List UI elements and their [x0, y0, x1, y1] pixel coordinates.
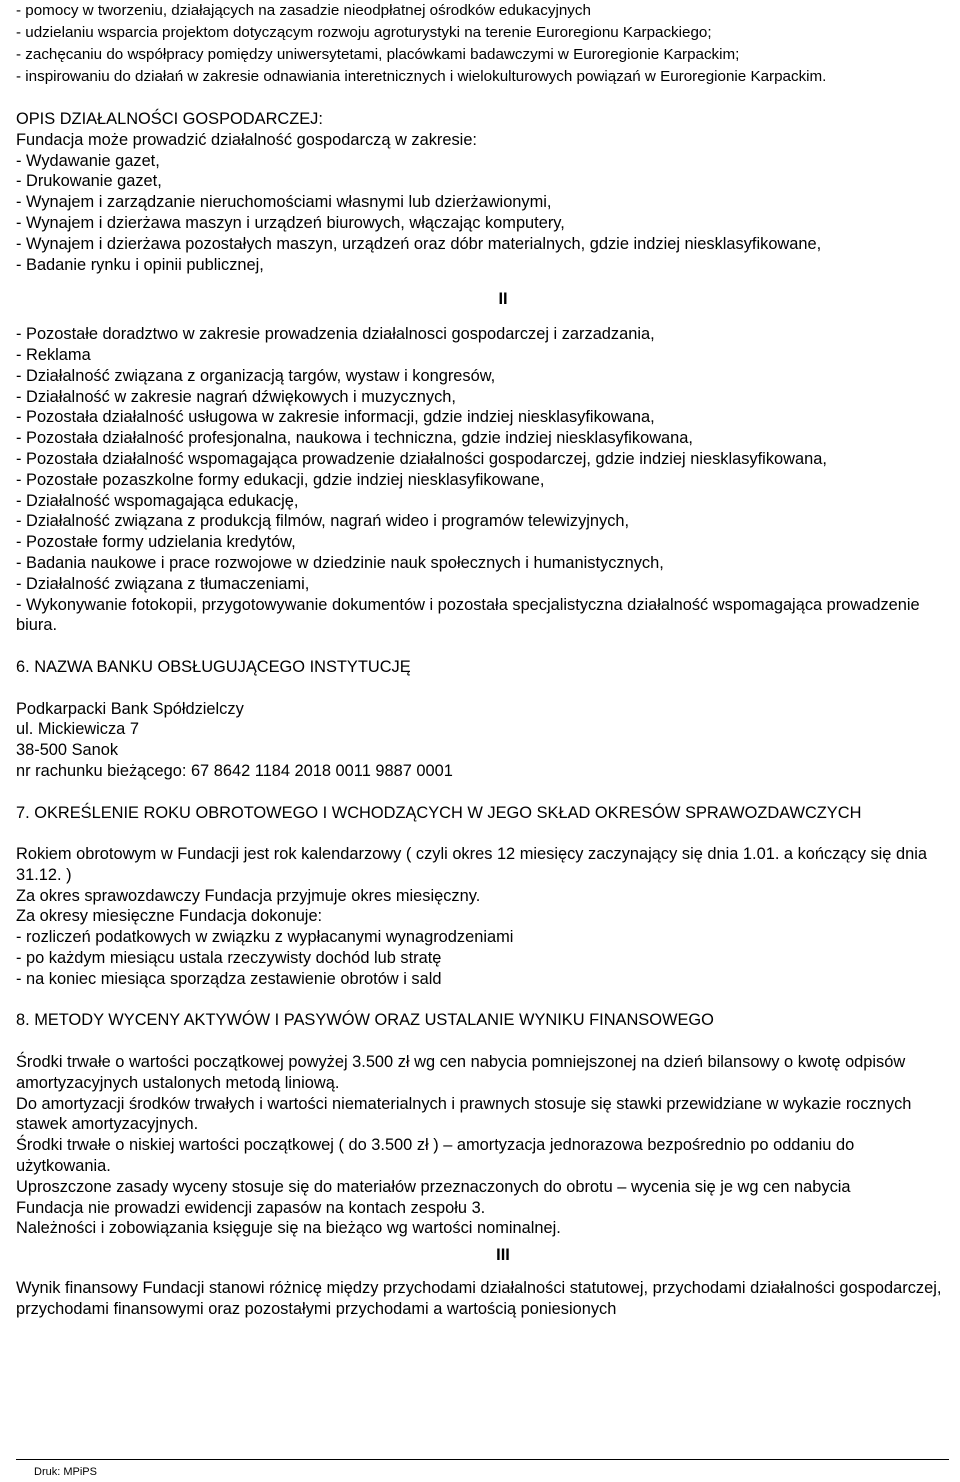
business-item: - Badania naukowe i prace rozwojowe w dziedzinie nauk społecznych i humanistycznych, — [16, 553, 664, 572]
section-8-line: Środki trwałe o niskiej wartości początkowej ( do 3.500 zł ) – amortyzacja jednorazowa bezpośrednio po oddaniu do użytkowania. — [16, 1136, 855, 1176]
footer-divider — [16, 1459, 949, 1460]
section-8-line: Środki trwałe o wartości początkowej powyżej 3.500 zł wg cen nabycia pomniejszonej na dzień bilansowy o kwotę odpisów amortyzacyjnych ustalonych metodą liniową. — [16, 1053, 906, 1092]
business-item: - Badanie rynku i opinii publicznej, — [16, 255, 264, 274]
intro-line: - inspirowaniu do działań w zakresie odnawiania interetnicznych i wielokulturowych powiązań w Euroregionie Karpackim. — [16, 68, 827, 85]
page-marker-ii: II — [498, 290, 508, 309]
intro-line: - zachęcaniu do współpracy pomiędzy uniwersytetami, placówkami badawczymi w Euroregionie Karpackim; — [16, 46, 740, 63]
bank-line: Podkarpacki Bank Spółdzielczy — [16, 699, 244, 718]
main-content — [16, 109, 950, 1320]
business-item: - Działalność w zakresie nagrań dźwiękowych i muzycznych, — [16, 387, 456, 406]
business-item: - Pozostałe doradztwo w zakresie prowadzenia działalnosci gospodarczej i zarzadzania, — [16, 325, 655, 344]
section-8-line: Fundacja nie prowadzi ewidencji zapasów na kontach zespołu 3. — [16, 1198, 486, 1217]
business-item: - Drukowanie gazet, — [16, 172, 162, 191]
section-8-tail: Wynik finansowy Fundacji stanowi różnicę między przychodami działalności statutowej, przychodami działalności gospodarczej, przychodami finansowymi oraz pozostałymi przychodami a wartością poniesionych — [16, 1279, 942, 1318]
print-footer: Druk: MPiPS — [34, 1466, 97, 1478]
business-item: - Reklama — [16, 345, 91, 364]
business-item: - Działalność związana z organizacją targów, wystaw i kongresów, — [16, 366, 496, 385]
business-intro: Fundacja może prowadzić działalność gospodarczą w zakresie: — [16, 130, 477, 149]
section-7-heading: 7. OKREŚLENIE ROKU OBROTOWEGO I WCHODZĄCYCH W JEGO SKŁAD OKRESÓW SPRAWOZDAWCZYCH — [16, 803, 862, 822]
bank-line: 38-500 Sanok — [16, 741, 119, 760]
business-item: - Pozostała działalność wspomagająca prowadzenie działalności gospodarczej, gdzie indziej niesklasyfikowana, — [16, 449, 827, 468]
business-item: - Pozostała działalność profesjonalna, naukowa i techniczna, gdzie indziej niesklasyfikowana, — [16, 429, 693, 448]
section-7-line: - rozliczeń podatkowych w związku z wypłacanymi wynagrodzeniami — [16, 928, 514, 947]
business-item: - Wykonywanie fotokopii, przygotowywanie dokumentów i pozostała specjalistyczna działalność wspomagająca prowadzenie biura. — [16, 595, 920, 635]
section-7-line: Za okres sprawozdawczy Fundacja przyjmuje okres miesięczny. — [16, 886, 481, 905]
section-8-line: Uproszczone zasady wyceny stosuje się do materiałów przeznaczonych do obrotu – wycenia się je wg cen nabycia — [16, 1177, 851, 1196]
business-item: - Pozostałe formy udzielania kredytów, — [16, 533, 296, 552]
section-8-line: Do amortyzacji środków trwałych i wartości niematerialnych i prawnych stosuje się stawki przewidziane w wykazie rocznych stawek amortyzacyjnych. — [16, 1094, 912, 1134]
business-item: - Pozostała działalność usługowa w zakresie informacji, gdzie indziej niesklasyfikowana, — [16, 408, 655, 427]
section-7-line: - po każdym miesiącu ustala rzeczywisty dochód lub stratę — [16, 949, 442, 968]
business-heading: OPIS DZIAŁALNOŚCI GOSPODARCZEJ: — [16, 110, 323, 128]
business-item: - Wynajem i dzierżawa maszyn i urządzeń biurowych, włączając komputery, — [16, 213, 565, 232]
intro-list — [16, 0, 950, 88]
section-8-heading: 8. METODY WYCENY AKTYWÓW I PASYWÓW ORAZ USTALANIE WYNIKU FINANSOWEGO — [16, 1011, 714, 1030]
section-7-line: Za okresy miesięczne Fundacja dokonuje: — [16, 907, 323, 926]
section-7-line: Rokiem obrotowym w Fundacji jest rok kalendarzowy ( czyli okres 12 miesięcy zaczynający się dnia 1.01. a kończący się dnia 31.12. ) — [16, 845, 927, 884]
intro-line: - udzielaniu wsparcia projektom dotyczącym rozwoju agroturystyki na terenie Euroregionu Karpackiego; — [16, 24, 712, 41]
business-item: - Wydawanie gazet, — [16, 151, 160, 170]
business-item: - Działalność wspomagająca edukację, — [16, 491, 299, 510]
bank-line: nr rachunku bieżącego: 67 8642 1184 2018 0011 9887 0001 — [16, 761, 453, 780]
business-item: - Wynajem i dzierżawa pozostałych maszyn, urządzeń oraz dóbr materialnych, gdzie indziej niesklasyfikowane, — [16, 234, 822, 253]
intro-line: - pomocy w tworzeniu, działających na zasadzie nieodpłatnej ośrodków edukacyjnych — [16, 2, 591, 19]
bank-line: ul. Mickiewicza 7 — [16, 720, 139, 739]
business-item: - Pozostałe pozaszkolne formy edukacji, gdzie indziej niesklasyfikowane, — [16, 470, 545, 489]
business-item: - Działalność związana z tłumaczeniami, — [16, 574, 310, 593]
business-item: - Działalność związana z produkcją filmów, nagrań wideo i programów telewizyjnych, — [16, 512, 630, 531]
page-marker-iii: III — [496, 1246, 510, 1265]
section-7-line: - na koniec miesiąca sporządza zestawienie obrotów i sald — [16, 969, 442, 988]
section-6-heading: 6. NAZWA BANKU OBSŁUGUJĄCEGO INSTYTUCJĘ — [16, 657, 411, 676]
section-8-line: Należności i zobowiązania księguje się na bieżąco wg wartości nominalnej. — [16, 1219, 561, 1238]
document-page — [16, 0, 950, 1320]
business-item: - Wynajem i zarządzanie nieruchomościami własnymi lub dzierżawionymi, — [16, 193, 552, 212]
